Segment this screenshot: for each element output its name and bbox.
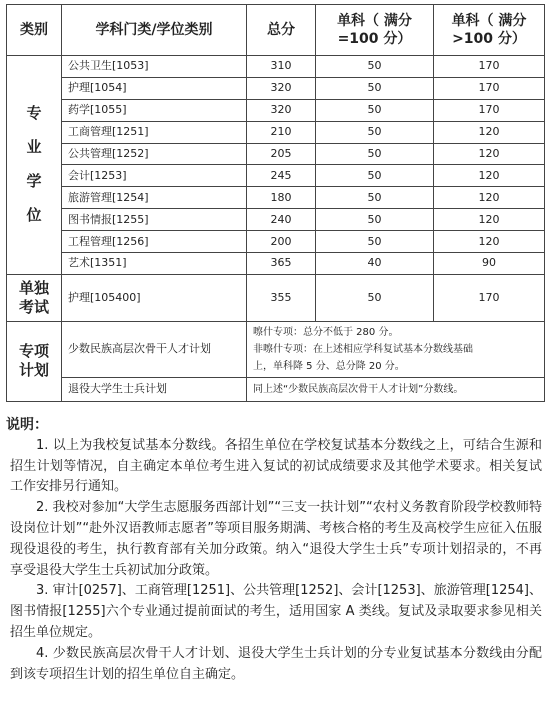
table-row [7,231,545,253]
discipline-name: 护理[105400] [62,274,247,321]
single-over-100-score: 170 [434,77,545,99]
table-header-row [7,5,545,56]
table-row [7,321,545,377]
total-score: 365 [247,253,316,275]
note-line: 嚓什专项：总分不低于 280 分。 [253,326,399,338]
single-100-score: 50 [316,99,434,121]
explanation-paragraph: 3. 审计[0257]、工商管理[1251]、公共管理[1252]、会计[1253]、旅游管理[1254]、图书情报[1255]六个专业通过提前面试的考生，适用国家 A 类线。复试及录取要求参见相关招生单位规定。 [10,583,542,640]
category-char: 业 [26,138,42,157]
explanation-paragraph: 2. 我校对参加“大学生志愿服务西部计划”“三支一扶计划”“农村义务教育阶段学校教师特设岗位计划”“赴外汉语教师志愿者”等项目服务期满、考核合格的考生及高校学生应征入伍服现役退役的考生，执行教育部有关加分政策。纳入“退役大学生士兵”专项计划招录的，不再享受退役大学生士兵初试加分政策。 [10,500,542,578]
explanation-title: 说明： [6,417,48,433]
single-100-score: 50 [316,274,434,321]
table-row [7,187,545,209]
single-100-score: 50 [316,231,434,253]
category-special-plan [7,321,62,401]
discipline-name: 图书情报[1255] [62,209,247,231]
single-100-score: 50 [316,77,434,99]
score-table [6,4,545,402]
header-single-over-100: 单科（ 满分>100 分） [434,5,545,56]
discipline-name: 工程管理[1256] [62,231,247,253]
single-100-score: 50 [316,187,434,209]
category-char: 专 [26,104,42,123]
single-over-100-score: 120 [434,209,545,231]
total-score: 320 [247,99,316,121]
total-score: 245 [247,165,316,187]
category-solo-exam [7,274,62,321]
category-line: 计划 [18,361,49,380]
plan-note: 同上述“少数民族高层次骨干人才计划”分数线。 [247,377,545,401]
discipline-name: 护理[1054] [62,77,247,99]
category-professional-degree [7,56,62,275]
table-row [7,77,545,99]
header-discipline: 学科门类/学位类别 [62,5,247,56]
single-over-100-score: 170 [434,56,545,78]
single-over-100-score: 90 [434,253,545,275]
total-score: 180 [247,187,316,209]
single-over-100-score: 120 [434,231,545,253]
explanation-section [6,415,542,685]
discipline-name: 公共管理[1252] [62,143,247,165]
explanation-paragraph: 4. 少数民族高层次骨干人才计划、退役大学生士兵计划的分专业复试基本分数线由分配到该专项招生计划的招生单位自主确定。 [10,645,542,682]
category-char: 学 [26,172,42,191]
discipline-name: 公共卫生[1053] [62,56,247,78]
table-row [7,209,545,231]
single-100-score: 50 [316,143,434,165]
discipline-name: 工商管理[1251] [62,121,247,143]
category-line: 专项 [18,342,49,361]
table-row [7,143,545,165]
single-over-100-score: 120 [434,121,545,143]
discipline-name: 旅游管理[1254] [62,187,247,209]
single-over-100-score: 170 [434,274,545,321]
plan-name: 少数民族高层次骨干人才计划 [62,321,247,377]
discipline-name: 药学[1055] [62,99,247,121]
table-row [7,56,545,78]
plan-name: 退役大学生士兵计划 [62,377,247,401]
single-over-100-score: 170 [434,99,545,121]
table-row [7,274,545,321]
plan-note [247,321,545,377]
total-score: 210 [247,121,316,143]
header-total: 总分 [247,5,316,56]
category-char: 位 [26,206,42,225]
single-100-score: 50 [316,209,434,231]
single-over-100-score: 120 [434,143,545,165]
total-score: 320 [247,77,316,99]
table-row [7,377,545,401]
table-row [7,253,545,275]
table-row [7,99,545,121]
explanation-paragraph: 1. 以上为我校复试基本分数线。各招生单位在学校复试基本分数线之上，可结合生源和招生计划等情况，自主确定本单位考生进入复试的初试成绩要求及其他学术要求。相关复试工作安排另行通知。 [10,437,542,495]
total-score: 200 [247,231,316,253]
table-row [7,165,545,187]
table-row [7,121,545,143]
total-score: 240 [247,209,316,231]
note-line: 非嚓什专项：在上述相应学科复试基本分数线基础 [253,343,473,355]
discipline-name: 艺术[1351] [62,253,247,275]
note-line: 上，单科降 5 分、总分降 20 分。 [253,360,405,372]
single-100-score: 50 [316,56,434,78]
single-over-100-score: 120 [434,187,545,209]
total-score: 205 [247,143,316,165]
header-single-100: 单科（ 满分=100 分） [316,5,434,56]
single-100-score: 40 [316,253,434,275]
single-100-score: 50 [316,165,434,187]
header-category: 类别 [7,5,62,56]
total-score: 310 [247,56,316,78]
category-line: 单独 [18,278,49,297]
single-100-score: 50 [316,121,434,143]
discipline-name: 会计[1253] [62,165,247,187]
category-line: 考试 [18,297,49,316]
total-score: 355 [247,274,316,321]
single-over-100-score: 120 [434,165,545,187]
